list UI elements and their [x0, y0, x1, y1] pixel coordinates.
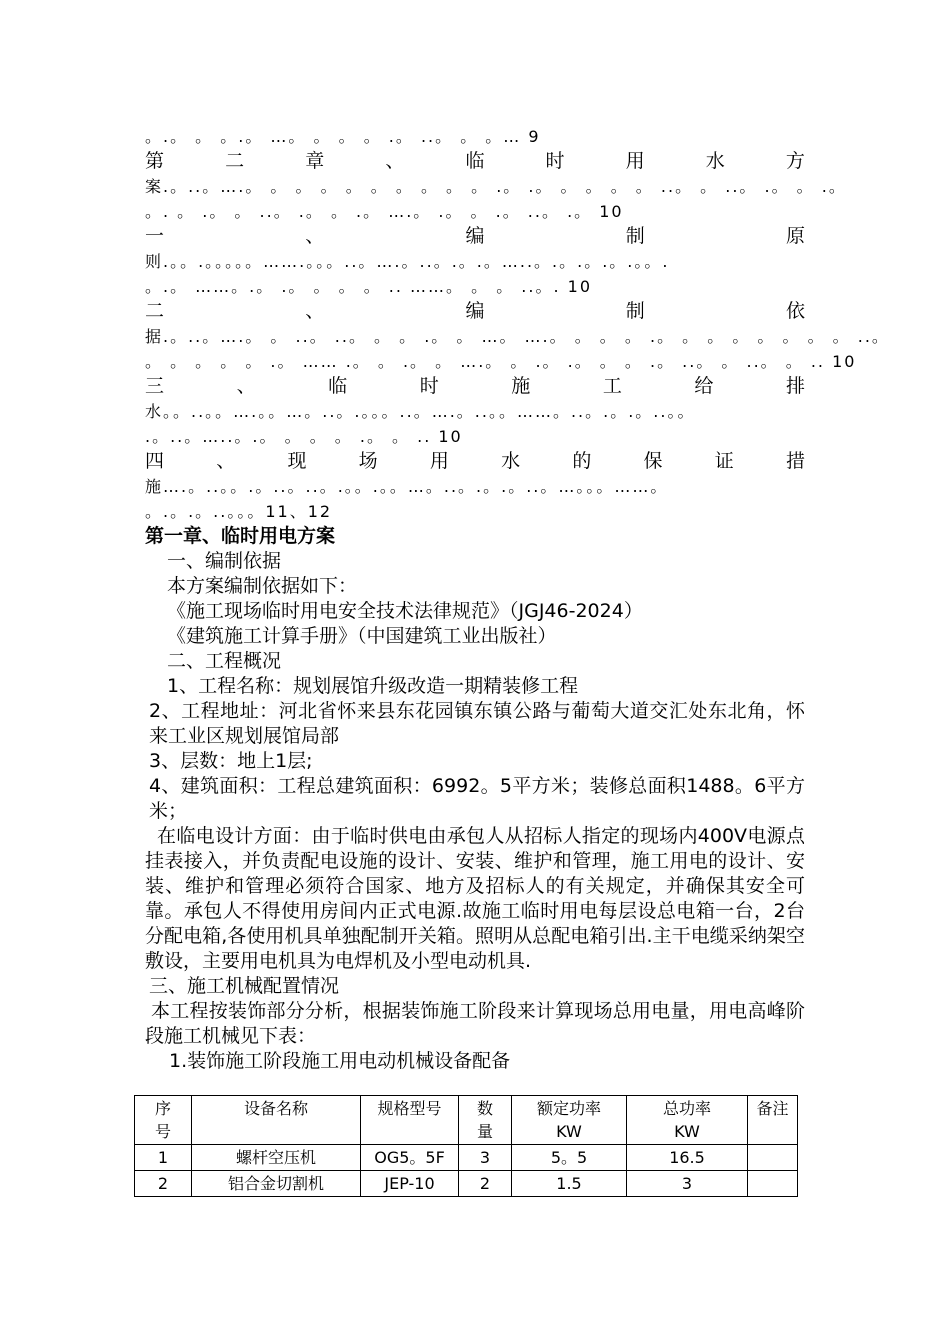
section-title: 二、工程概况: [167, 650, 282, 672]
toc-entry-title: [145, 224, 805, 249]
toc-title-char: 一: [145, 225, 165, 247]
toc-tail-line: 。.。 。 。.。 …。 。 。 。 .。 ..。 。 。… 9: [145, 127, 541, 146]
table-cell: 2: [135, 1171, 192, 1197]
toc: [145, 124, 890, 524]
toc-title-char: 工: [602, 375, 622, 397]
project-item: 3、层数：地上1层;: [149, 750, 313, 772]
table-cell: 铝合金切割机: [192, 1171, 361, 1197]
toc-title-char: 临: [328, 375, 348, 397]
reference: 《建筑施工计算手册》（中国建筑工业出版社）: [167, 625, 557, 647]
table-header-cell: [512, 1096, 627, 1145]
paragraph: 本工程按装饰部分分析，根据装饰施工阶段来计算现场总用电量，用电高峰阶段施工机械见下表：: [145, 1000, 805, 1047]
toc-title-char: 证: [714, 450, 734, 472]
table-header-cell: [459, 1096, 512, 1145]
toc-entry-dots: 案.。..。….。 。 。 。 。 。 。 。 。 。 .。 .。 。 。 。 。 ..。 。 ..。 .。 。 .。: [145, 177, 847, 196]
header-text: 设备名称: [243, 1099, 308, 1118]
toc-title-char: 、: [385, 150, 405, 172]
table-header-row: [135, 1096, 798, 1145]
toc-title-char: 四: [145, 450, 165, 472]
toc-title-char: 编: [465, 225, 485, 247]
table-cell: JEP-10: [361, 1171, 459, 1197]
toc-entry-title: [145, 374, 805, 399]
toc-title-char: 二: [145, 300, 165, 322]
toc-title-char: 、: [305, 300, 325, 322]
toc-entry-dots: 施….。..。。.。..。..。.。。.。。…。..。.。.。..。…。。。……。: [145, 477, 669, 496]
table-row: [135, 1171, 798, 1197]
toc-title-char: 时: [545, 150, 565, 172]
toc-entry-title: [145, 449, 805, 474]
table-body: [135, 1145, 798, 1197]
toc-title-char: 现: [287, 450, 307, 472]
table-cell: [748, 1145, 798, 1171]
header-text: 备注: [756, 1099, 789, 1118]
reference: 《施工现场临时用电安全技术法律规范》（JGJ46-2024）: [167, 600, 643, 622]
table-header-cell: [135, 1096, 192, 1145]
header-text: 规格型号: [377, 1099, 442, 1118]
toc-title-char: 水: [501, 450, 521, 472]
header-text: 额定功率: [536, 1099, 601, 1118]
toc-entry-title: [145, 299, 805, 324]
equipment-table: [134, 1095, 798, 1197]
toc-entry-dots: 。. 。 .。 。 ..。 .。 。 .。 ….。 .。 。 .。 ..。 .。 10: [145, 202, 624, 221]
toc-title-char: 用: [429, 450, 449, 472]
table-cell: [748, 1171, 798, 1197]
table-cell: 3: [627, 1171, 748, 1197]
toc-title-char: 原: [785, 225, 805, 247]
table-caption: 1.装饰施工阶段施工用电动机械设备配备: [169, 1050, 511, 1072]
toc-entry-dots: 据.。..。….。 。 ..。 ..。 。 。 .。 。 …。 ….。 。 。 。 .。 。 。 。 。 。 。 。 ..。: [145, 327, 890, 346]
toc-title-char: 章: [305, 150, 325, 172]
chapter-title: 第一章、临时用电方案: [145, 525, 336, 547]
project-item: 1、工程名称：规划展馆升级改造一期精装修工程: [167, 675, 579, 697]
table-cell: 3: [459, 1145, 512, 1171]
header-text: 号: [154, 1122, 171, 1141]
header-text: KW: [556, 1122, 582, 1141]
section-title: 一、编制依据: [167, 550, 282, 572]
toc-title-char: 第: [145, 150, 165, 172]
section-title: 三、施工机械配置情况: [149, 975, 340, 997]
header-text: 序: [154, 1099, 171, 1118]
table-header-cell: [627, 1096, 748, 1145]
toc-entry-title: [145, 149, 805, 174]
header-text: 总功率: [662, 1099, 711, 1118]
toc-title-char: 用: [625, 150, 645, 172]
toc-title-char: 临: [465, 150, 485, 172]
toc-title-char: 排: [785, 375, 805, 397]
table-cell: OG5。5F: [361, 1145, 459, 1171]
table-header-cell: [192, 1096, 361, 1145]
table-cell: 1: [135, 1145, 192, 1171]
toc-title-char: 给: [694, 375, 714, 397]
paragraph: 本方案编制依据如下：: [167, 575, 358, 597]
toc-entry-dots: 。.。.。..。。。11、12: [145, 502, 333, 521]
toc-entry-dots: .。..。…..。.。 。 。 。 .。 。 .. 10: [145, 427, 463, 446]
toc-title-char: 的: [572, 450, 592, 472]
toc-title-char: 三: [145, 375, 165, 397]
table-row: [135, 1145, 798, 1171]
toc-title-char: 保: [643, 450, 663, 472]
project-item: 4、建筑面积：工程总建筑面积：6992。5平方米；装修总面积1488。6平方米；: [149, 775, 805, 822]
toc-title-char: 依: [785, 300, 805, 322]
table-cell: 2: [459, 1171, 512, 1197]
toc-title-char: 措: [785, 450, 805, 472]
table-header-cell: [361, 1096, 459, 1145]
table-cell: 5。5: [512, 1145, 627, 1171]
header-text: 数: [476, 1099, 493, 1118]
toc-entry-dots: 则.。。.。。。。。…….。。。..。….。..。.。.。…..。.。.。.。.。。.: [145, 252, 670, 271]
toc-title-char: 方: [785, 150, 805, 172]
toc-title-char: 制: [625, 225, 645, 247]
toc-title-char: 、: [216, 450, 236, 472]
document-body: [145, 124, 890, 1074]
project-item: 2、工程地址：河北省怀来县东花园镇东镇公路与葡萄大道交汇处东北角，怀来工业区规划展馆局部: [149, 700, 805, 747]
toc-title-char: 施: [511, 375, 531, 397]
toc-entry-dots: 水。。..。。….。。…。..。.。。。..。….。..。。……。..。.。.。..。。: [145, 402, 696, 421]
toc-title-char: 、: [305, 225, 325, 247]
paragraph: 在临电设计方面：由于临时供电由承包人从招标人指定的现场内400V电源点挂表接入，并负责配电设施的设计、安装、维护和管理，施工用电的设计、安装、维护和管理必须符合国家、地方及招标人的有关规定，并确保其安全可靠。承包人不得使用房间内正式电源.故施工临时用电每层设总电箱一台，2台分配电箱,各使用机具单独配制开关箱。照明从总配电箱引出.主干电缆采纳架空敷设，主要用电机具为电焊机及小型电动机具.: [145, 825, 805, 972]
toc-title-char: 水: [705, 150, 725, 172]
header-text: KW: [674, 1122, 700, 1141]
table-cell: 16.5: [627, 1145, 748, 1171]
toc-entry-dots: 。.。 ……。.。 .。 。 。 。 .. ……。 。 。 ..。. 10: [145, 277, 592, 296]
toc-title-char: 编: [465, 300, 485, 322]
table-header-cell: [748, 1096, 798, 1145]
table-cell: 1.5: [512, 1171, 627, 1197]
table-cell: 螺杆空压机: [192, 1145, 361, 1171]
toc-title-char: 二: [225, 150, 245, 172]
toc-title-char: 制: [625, 300, 645, 322]
toc-title-char: 时: [419, 375, 439, 397]
header-text: 量: [476, 1122, 493, 1141]
toc-title-char: 场: [358, 450, 378, 472]
toc-title-char: 、: [236, 375, 256, 397]
toc-entry-dots: 。 。 。 。 。 .。 …… .。 。 .。 。 ….。 。 .。 .。 。 。 .。 ..。 。 ..。 。 .. 10: [145, 352, 857, 371]
